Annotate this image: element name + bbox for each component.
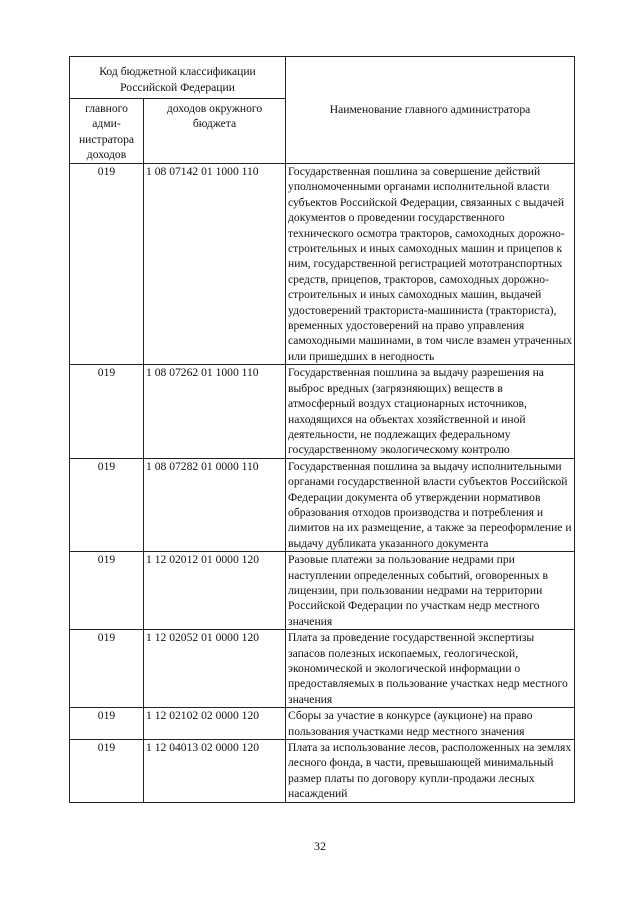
- administrator-name-cell: Разовые платежи за пользование недрами при наступлении определенных событий, оговоренных в лицензии, при пользовании недрами на территории Российской Федерации по участкам недр местного значения: [286, 552, 575, 630]
- budget-classification-table: [69, 56, 575, 803]
- admin-code-cell: 019: [70, 630, 144, 708]
- administrator-name-cell: Сборы за участие в конкурсе (аукционе) на право пользования участками недр местного значения: [286, 708, 575, 740]
- admin-code-cell: 019: [70, 740, 144, 803]
- revenue-code-cell: 1 12 02052 01 0000 120: [144, 630, 286, 708]
- admin-code-cell: 019: [70, 164, 144, 365]
- administrator-name-cell: Государственная пошлина за совершение действий уполномоченными органами исполнительной власти субъектов Российской Федерации, связанных с выдачей документов о проведении государственного технического осмотра тракторов, самоходных дорожно-строительных и иных самоходных машин и прицепов к ним, государственной регистрацией мототранспортных средств, прицепов, тракторов, самоходных дорожно-строительных и иных самоходных машин, выдачей удостоверений тракториста-машиниста (тракториста), временных удостоверений на право управления самоходными машинами, в том числе взамен утраченных или пришедших в негодность: [286, 164, 575, 365]
- table-body: [70, 164, 575, 803]
- administrator-name-cell: Плата за проведение государственной экспертизы запасов полезных ископаемых, геологической, экономической и экологической информации о предоставляемых в пользование участках недр местного значения: [286, 630, 575, 708]
- admin-code-cell: 019: [70, 552, 144, 630]
- page-number: 32: [314, 839, 326, 853]
- header-district-budget-revenue: доходов окружного бюджета: [144, 99, 286, 164]
- table-row: [70, 630, 575, 708]
- administrator-name-cell: Государственная пошлина за выдачу разрешения на выброс вредных (загрязняющих) веществ в атмосферный воздух стационарных источников, находящихся на объектах хозяйственной и иной деятельности, не подлежащих федеральному государственному экологическому контролю: [286, 365, 575, 458]
- administrator-name-cell: Государственная пошлина за выдачу исполнительными органами государственной власти субъектов Российской Федерации документа об утверждении нормативов образования отходов производства и потребления и лимитов на их размещение, а также за переоформление и выдачу дубликата указанного документа: [286, 458, 575, 551]
- header-main-administrator: главного адми-нистратора доходов: [70, 99, 144, 164]
- revenue-code-cell: 1 12 02102 02 0000 120: [144, 708, 286, 740]
- table-row: [70, 740, 575, 803]
- table-row: [70, 708, 575, 740]
- header-budget-classification-code: Код бюджетной классификации Российской Федерации: [70, 57, 286, 99]
- table-row: [70, 164, 575, 365]
- revenue-code-cell: 1 08 07142 01 1000 110: [144, 164, 286, 365]
- revenue-code-cell: 1 08 07262 01 1000 110: [144, 365, 286, 458]
- table-header: [70, 57, 575, 164]
- table-row: [70, 552, 575, 630]
- administrator-name-cell: Плата за использование лесов, расположенных на землях лесного фонда, в части, превышающей минимальный размер платы по договору купли-продажи лесных насаждений: [286, 740, 575, 803]
- table-row: [70, 458, 575, 551]
- admin-code-cell: 019: [70, 458, 144, 551]
- admin-code-cell: 019: [70, 708, 144, 740]
- revenue-code-cell: 1 12 04013 02 0000 120: [144, 740, 286, 803]
- admin-code-cell: 019: [70, 365, 144, 458]
- revenue-code-cell: 1 12 02012 01 0000 120: [144, 552, 286, 630]
- table-row: [70, 365, 575, 458]
- revenue-code-cell: 1 08 07282 01 0000 110: [144, 458, 286, 551]
- header-administrator-name: Наименование главного администратора: [286, 57, 575, 164]
